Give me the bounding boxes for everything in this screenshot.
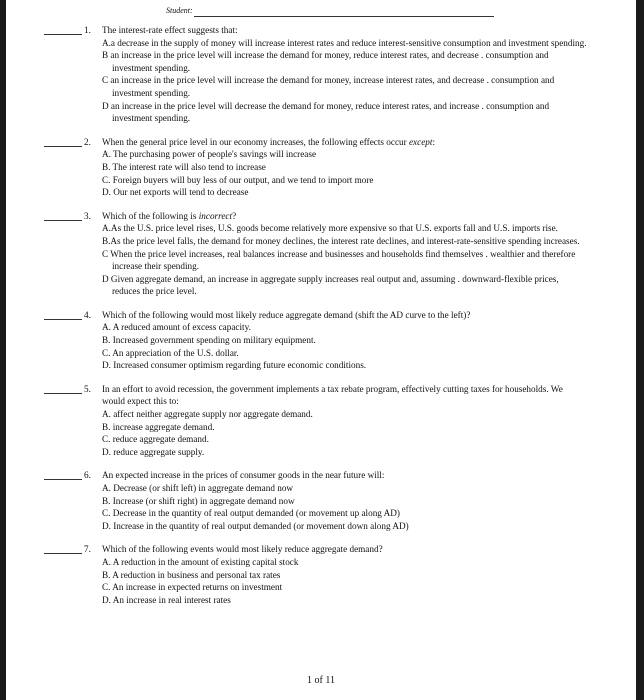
option-a: A. affect neither aggregate supply nor aggregate demand. — [102, 409, 313, 420]
option-c: C an increase in the price level will increase the demand for money, increase interest rates, and decrease . consumption and investment spending. — [102, 75, 555, 98]
question-stem — [102, 136, 588, 149]
question-5 — [6, 383, 636, 459]
option-d: D. Our net exports will tend to decrease — [102, 187, 249, 198]
option-d: D. Increase in the quantity of real output demanded (or movement down along AD) — [102, 520, 409, 531]
question-4 — [6, 309, 636, 372]
answer-blank-7[interactable] — [44, 553, 82, 554]
option-b: B. The interest rate will also tend to increase — [102, 161, 266, 172]
stem-text: When the general price level in our economy increases, the following effects occur — [102, 136, 407, 147]
answer-blank-4[interactable] — [44, 319, 82, 320]
stem-text: Which of the following is — [102, 210, 197, 221]
option-d: D. Increased consumer optimism regarding future economic conditions. — [102, 360, 367, 371]
student-label: Student: — [166, 6, 193, 15]
question-stem: Which of the following events would most likely reduce aggregate demand? — [102, 544, 383, 555]
option-a: A. A reduction in the amount of existing capital stock — [102, 556, 299, 567]
question-number: 4. — [84, 309, 91, 320]
option-d: D Given aggregate demand, an increase in aggregate supply increases real output and, assuming . downward-flexible prices, reduces the price level. — [102, 273, 559, 297]
document-page — [6, 0, 636, 700]
question-number: 3. — [84, 210, 91, 221]
option-d: D. An increase in real interest rates — [102, 594, 231, 605]
option-c: C. Decrease in the quantity of real output demanded (or movement up along AD) — [102, 508, 400, 519]
answer-blank-6[interactable] — [44, 479, 82, 480]
question-list — [6, 24, 636, 617]
page-number: 1 of 11 — [307, 675, 335, 686]
answer-blank-5[interactable] — [44, 393, 82, 394]
answer-blank-3[interactable] — [44, 220, 82, 221]
option-a: A.As the U.S. price level rises, U.S. goods become relatively more expensive so that U.S. exports fall and U.S. imports rise. — [102, 223, 558, 234]
student-name-line — [194, 16, 494, 17]
question-number: 5. — [84, 383, 91, 394]
option-a: A. The purchasing power of people's savings will increase — [102, 149, 317, 160]
option-b: B. Increase (or shift right) in aggregate demand now — [102, 495, 295, 506]
question-number: 1. — [84, 25, 91, 35]
question-7 — [6, 543, 636, 606]
option-d: D an increase in the price level will decrease the demand for money, reduce interest rates, and increase . consumption and investment spending. — [102, 100, 550, 124]
option-c: C. An increase in expected returns on investment — [102, 582, 283, 593]
stem-end: ? — [232, 210, 237, 221]
option-a: A. Decrease (or shift left) in aggregate demand now — [102, 483, 294, 493]
question-stem — [102, 210, 588, 223]
option-a: A. A reduced amount of excess capacity. — [102, 322, 251, 333]
option-b: B. Increased government spending on military equipment. — [102, 335, 316, 346]
question-3 — [6, 210, 636, 298]
question-stem: The interest-rate effect suggests that: — [102, 25, 238, 35]
option-c: C. Foreign buyers will buy less of our output, and we tend to import more — [102, 174, 374, 185]
option-c: C. An appreciation of the U.S. dollar. — [102, 347, 239, 358]
stem-emphasis: except — [408, 136, 433, 147]
option-b: B. A reduction in business and personal tax rates — [102, 569, 281, 580]
question-number: 6. — [84, 470, 91, 481]
answer-blank-1[interactable] — [44, 34, 82, 35]
option-c: C. reduce aggregate demand. — [102, 434, 209, 445]
student-header — [166, 6, 506, 20]
stem-end: : — [432, 136, 436, 147]
option-b: B an increase in the price level will increase the demand for money, reduce interest rates, and decrease . consumption and investment spending. — [102, 50, 549, 73]
question-6 — [6, 469, 636, 532]
option-a: A.a decrease in the supply of money will increase interest rates and reduce interest-sensitive consumption and investment spending. — [102, 37, 587, 48]
question-stem: In an effort to avoid recession, the government implements a tax rebate program, effectively cutting taxes for households. We would expect this to: — [102, 383, 563, 407]
question-stem: Which of the following would most likely reduce aggregate demand (shift the AD curve to the left)? — [102, 309, 471, 320]
option-b: B.As the price level falls, the demand for money declines, the interest rate declines, and interest-rate-sensitive spending increases. — [102, 235, 580, 246]
question-1 — [6, 24, 636, 125]
question-stem: An expected increase in the prices of consumer goods in the near future will: — [102, 470, 385, 481]
answer-blank-2[interactable] — [44, 146, 82, 147]
stem-emphasis: incorrect — [198, 210, 233, 221]
option-d: D. reduce aggregate supply. — [102, 446, 205, 457]
option-b: B. increase aggregate demand. — [102, 421, 215, 432]
question-number: 7. — [84, 544, 91, 555]
option-c: C When the price level increases, real balances increase and businesses and households find themselves . wealthier and therefore increase their spending. — [102, 248, 576, 272]
question-number: 2. — [84, 136, 91, 147]
question-2 — [6, 136, 636, 199]
